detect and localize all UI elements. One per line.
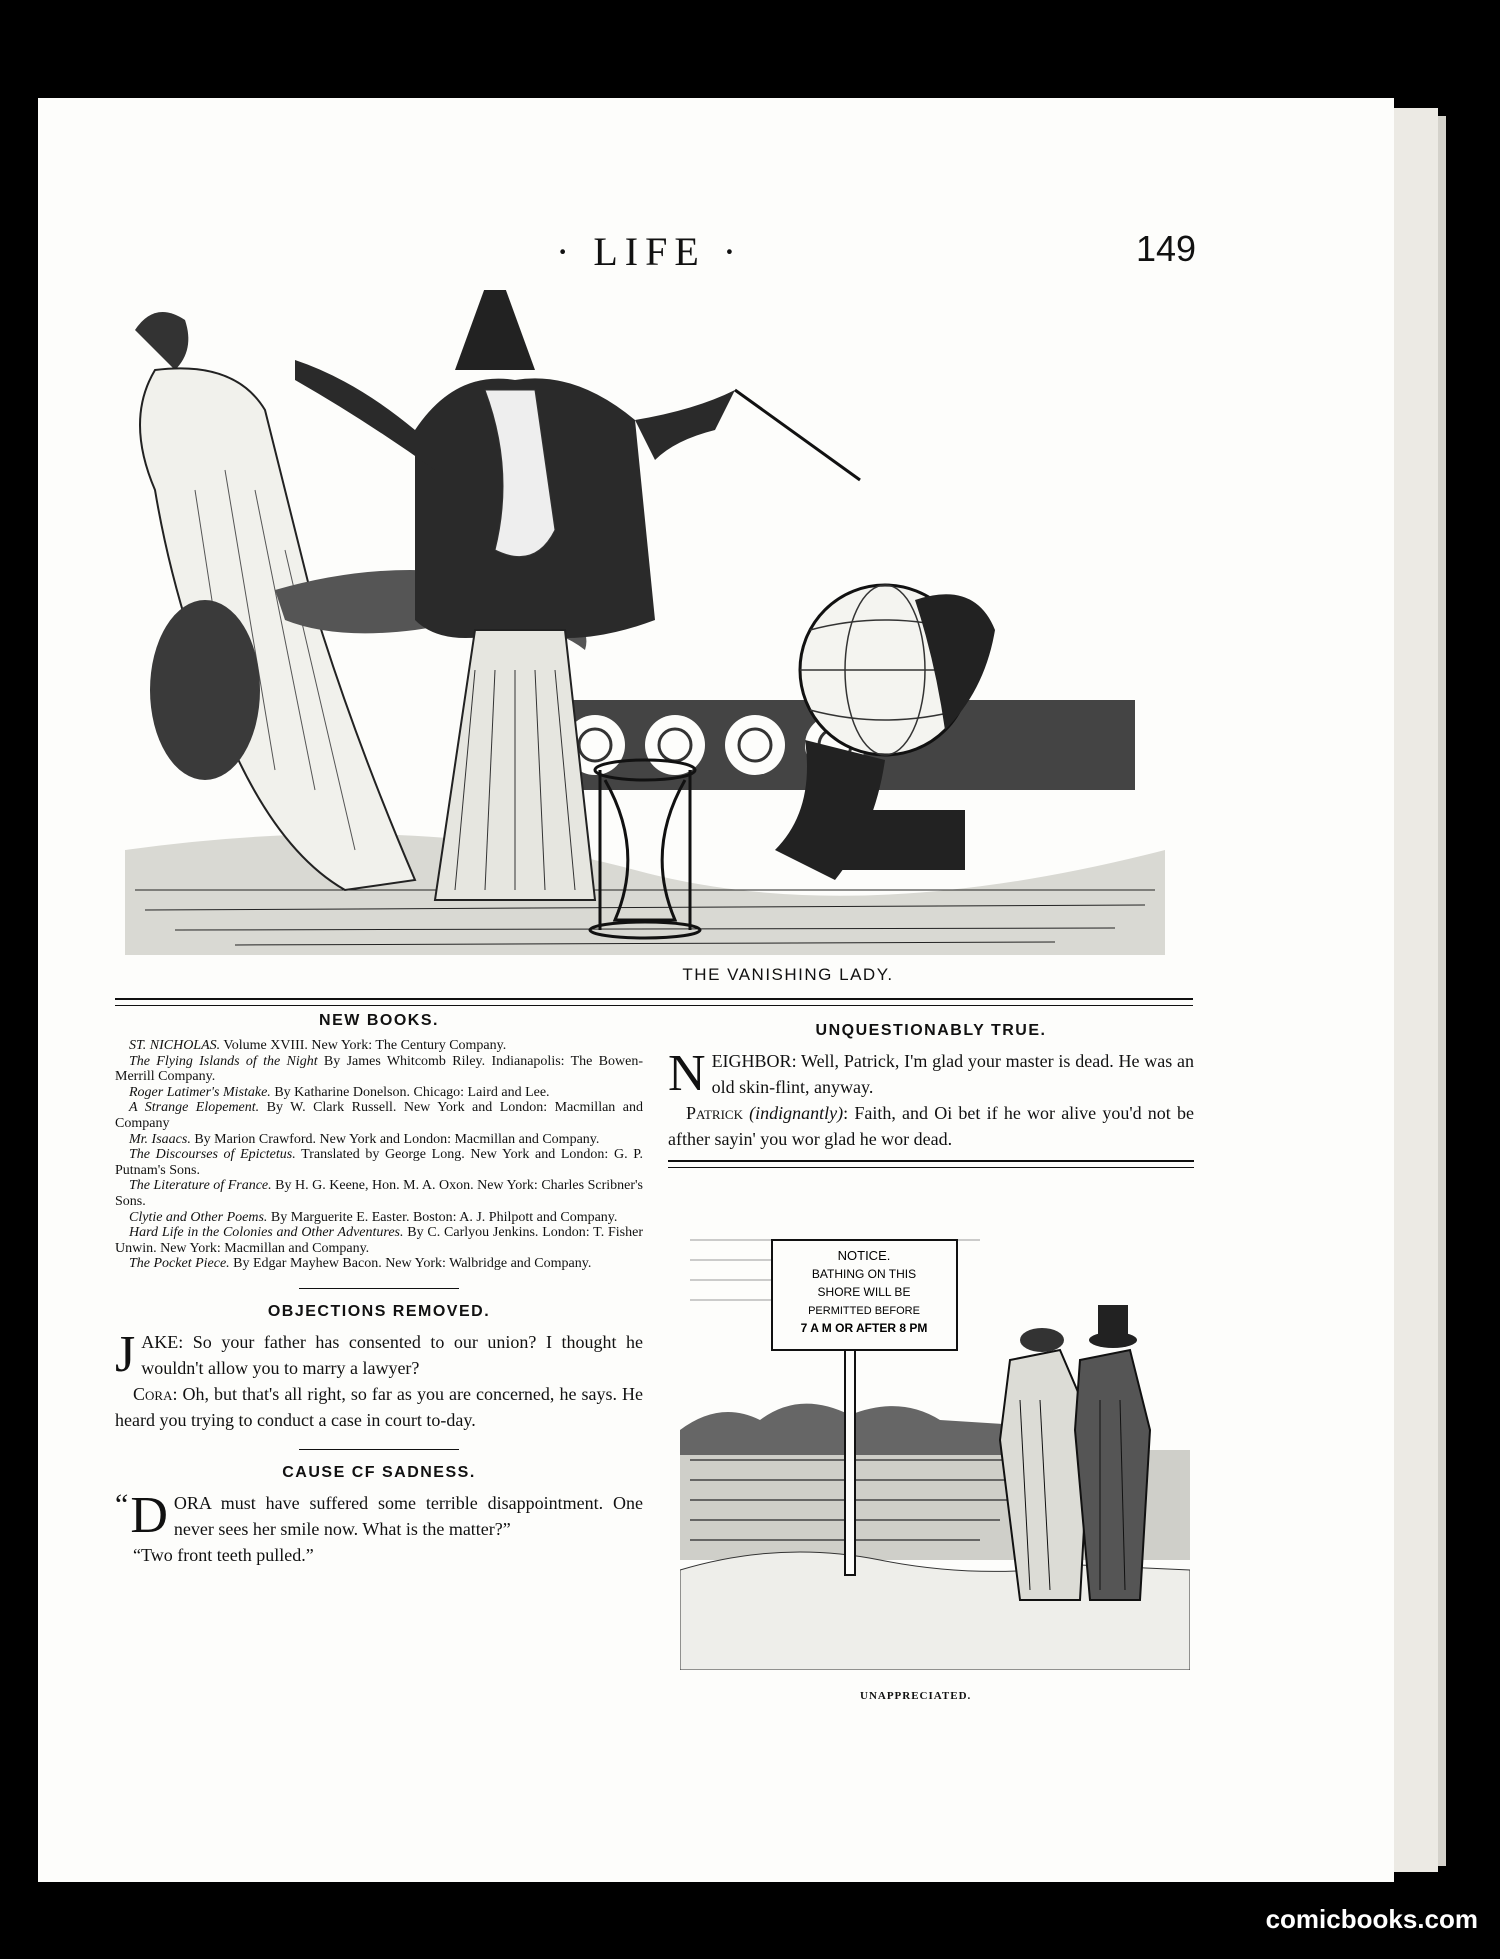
page-edge-shadow — [1438, 116, 1446, 1866]
open-quote: “ — [115, 1487, 129, 1521]
unquestionably-heading: UNQUESTIONABLY TRUE. — [815, 1022, 1047, 1039]
unappreciated-caption: UNAPPRECIATED. — [860, 1690, 972, 1702]
book-entry — [115, 1178, 643, 1209]
site-watermark: comicbooks.com — [1265, 1904, 1478, 1934]
sign-line-4: PERMITTED BEFORE — [808, 1305, 920, 1317]
book-title: The Discourses of Epictetus. — [129, 1147, 296, 1163]
book-title: The Flying Islands of the Night — [129, 1053, 318, 1069]
section-divider — [299, 1449, 459, 1450]
drop-cap: J — [115, 1325, 136, 1383]
unquestionably-paragraph-2 — [668, 1100, 1194, 1152]
stage-direction: (indignantly) — [749, 1103, 844, 1123]
book-details: By Marion Crawford. New York and London: Macmillan and Company. — [190, 1131, 600, 1147]
double-rule — [115, 998, 1193, 1006]
book-title: ST. NICHOLAS. — [129, 1038, 221, 1053]
book-title: Hard Life in the Colonies and Other Adventures. — [129, 1225, 404, 1241]
speaker-name: Cora — [133, 1383, 173, 1404]
book-title: Clytie and Other Poems. — [129, 1209, 268, 1225]
objections-text — [115, 1325, 643, 1433]
sadness-paragraph-2: “Two front teeth pulled.” — [133, 1544, 314, 1565]
book-details: By Edgar Mayhew Bacon. New York: Walbridge and Company. — [229, 1256, 592, 1272]
book-entry — [115, 1132, 643, 1148]
book-details: By H. G. Keene, Hon. M. A. Oxon. New York: Charles Scribner's Sons. — [115, 1178, 643, 1209]
sadness-heading: CAUSE CF SADNESS. — [282, 1463, 476, 1481]
section-divider — [299, 1288, 459, 1289]
right-column — [668, 1022, 1194, 1152]
book-details: By James Whitcomb Riley. Indianapolis: The Bowen-Merrill Company. — [115, 1053, 643, 1085]
page-number: 149 — [1136, 228, 1197, 269]
sign-line-5: 7 A M OR AFTER 8 PM — [800, 1321, 928, 1335]
drop-cap: N — [668, 1045, 706, 1102]
masthead: · LIFE · — [556, 229, 744, 274]
book-details: By Katharine Donelson. Chicago: Laird and Lee. — [270, 1084, 550, 1100]
sadness-text — [115, 1486, 643, 1568]
book-entry — [115, 1038, 643, 1054]
book-entry — [115, 1054, 643, 1085]
dialogue-line: : Well, Patrick, I'm glad your master is dead. He was an old skin-flint, anyway. — [711, 1051, 1194, 1097]
book-title: The Pocket Piece. — [129, 1256, 230, 1272]
unappreciated-cartoon-illustration — [680, 1180, 1190, 1670]
objections-paragraph-1 — [115, 1325, 643, 1383]
speaker-name: EIGHBOR — [711, 1051, 792, 1071]
book-entry — [115, 1147, 643, 1178]
main-cartoon-caption — [0, 965, 1500, 985]
dialogue-line: : So your father has consented to our union? I thought he wouldn't allow you to marry a lawyer? — [141, 1331, 643, 1378]
book-details: By W. Clark Russell. New York and London: Macmillan and Company — [115, 1100, 643, 1131]
new-books-heading: NEW BOOKS. — [319, 1012, 439, 1029]
sadness-paragraph-1 — [115, 1486, 643, 1544]
sign-line-3: SHORE WILL BE — [817, 1285, 911, 1299]
main-cartoon-caption-text: THE VANISHING LADY. — [682, 965, 894, 984]
book-entry — [115, 1225, 643, 1256]
book-details: By Marguerite E. Easter. Boston: A. J. Philpott and Company. — [267, 1209, 618, 1225]
unquestionably-paragraph-1 — [668, 1045, 1194, 1102]
speaker-name: AKE — [141, 1331, 179, 1352]
speaker-name: Patrick — [686, 1103, 743, 1123]
left-column — [115, 1012, 643, 1568]
double-rule-right — [668, 1160, 1194, 1168]
book-title: Roger Latimer's Mistake. — [129, 1084, 271, 1100]
sign-line-2: BATHING ON THIS — [811, 1267, 917, 1281]
page-edge — [1394, 108, 1438, 1872]
book-entry — [115, 1210, 643, 1226]
dialogue-line: ORA must have suffered some terrible disappointment. One never sees her smile now. What is the matter?” — [173, 1492, 643, 1539]
book-title: The Literature of France. — [129, 1178, 272, 1194]
dialogue-line: : Faith, and Oi bet if he wor alive you'd not be afther sayin' you wor glad he wor dead. — [668, 1103, 1194, 1149]
main-cartoon-illustration — [115, 290, 1175, 955]
objections-paragraph-2 — [115, 1381, 643, 1433]
drop-cap: D — [130, 1486, 168, 1544]
book-entry — [115, 1256, 643, 1272]
book-title: Mr. Isaacs. — [129, 1131, 191, 1147]
sign-line-1: NOTICE. — [837, 1248, 891, 1263]
book-entry — [115, 1085, 643, 1101]
objections-heading: OBJECTIONS REMOVED. — [267, 1302, 491, 1320]
book-details: Translated by George Long. New York and London: G. P. Putnam's Sons. — [115, 1147, 644, 1178]
book-details: Volume XVIII. New York: The Century Company. — [220, 1038, 507, 1053]
dialogue-line: : Oh, but that's all right, so far as you are concerned, he says. He heard you trying to conduct a case in court to-day. — [115, 1383, 643, 1430]
book-title: A Strange Elopement. — [129, 1100, 260, 1116]
book-details: By C. Carlyou Jenkins. London: T. Fisher Unwin. New York: Macmillan and Company. — [115, 1225, 643, 1256]
unquestionably-text — [668, 1045, 1194, 1152]
book-entry — [115, 1100, 643, 1131]
new-books-list — [115, 1038, 643, 1272]
